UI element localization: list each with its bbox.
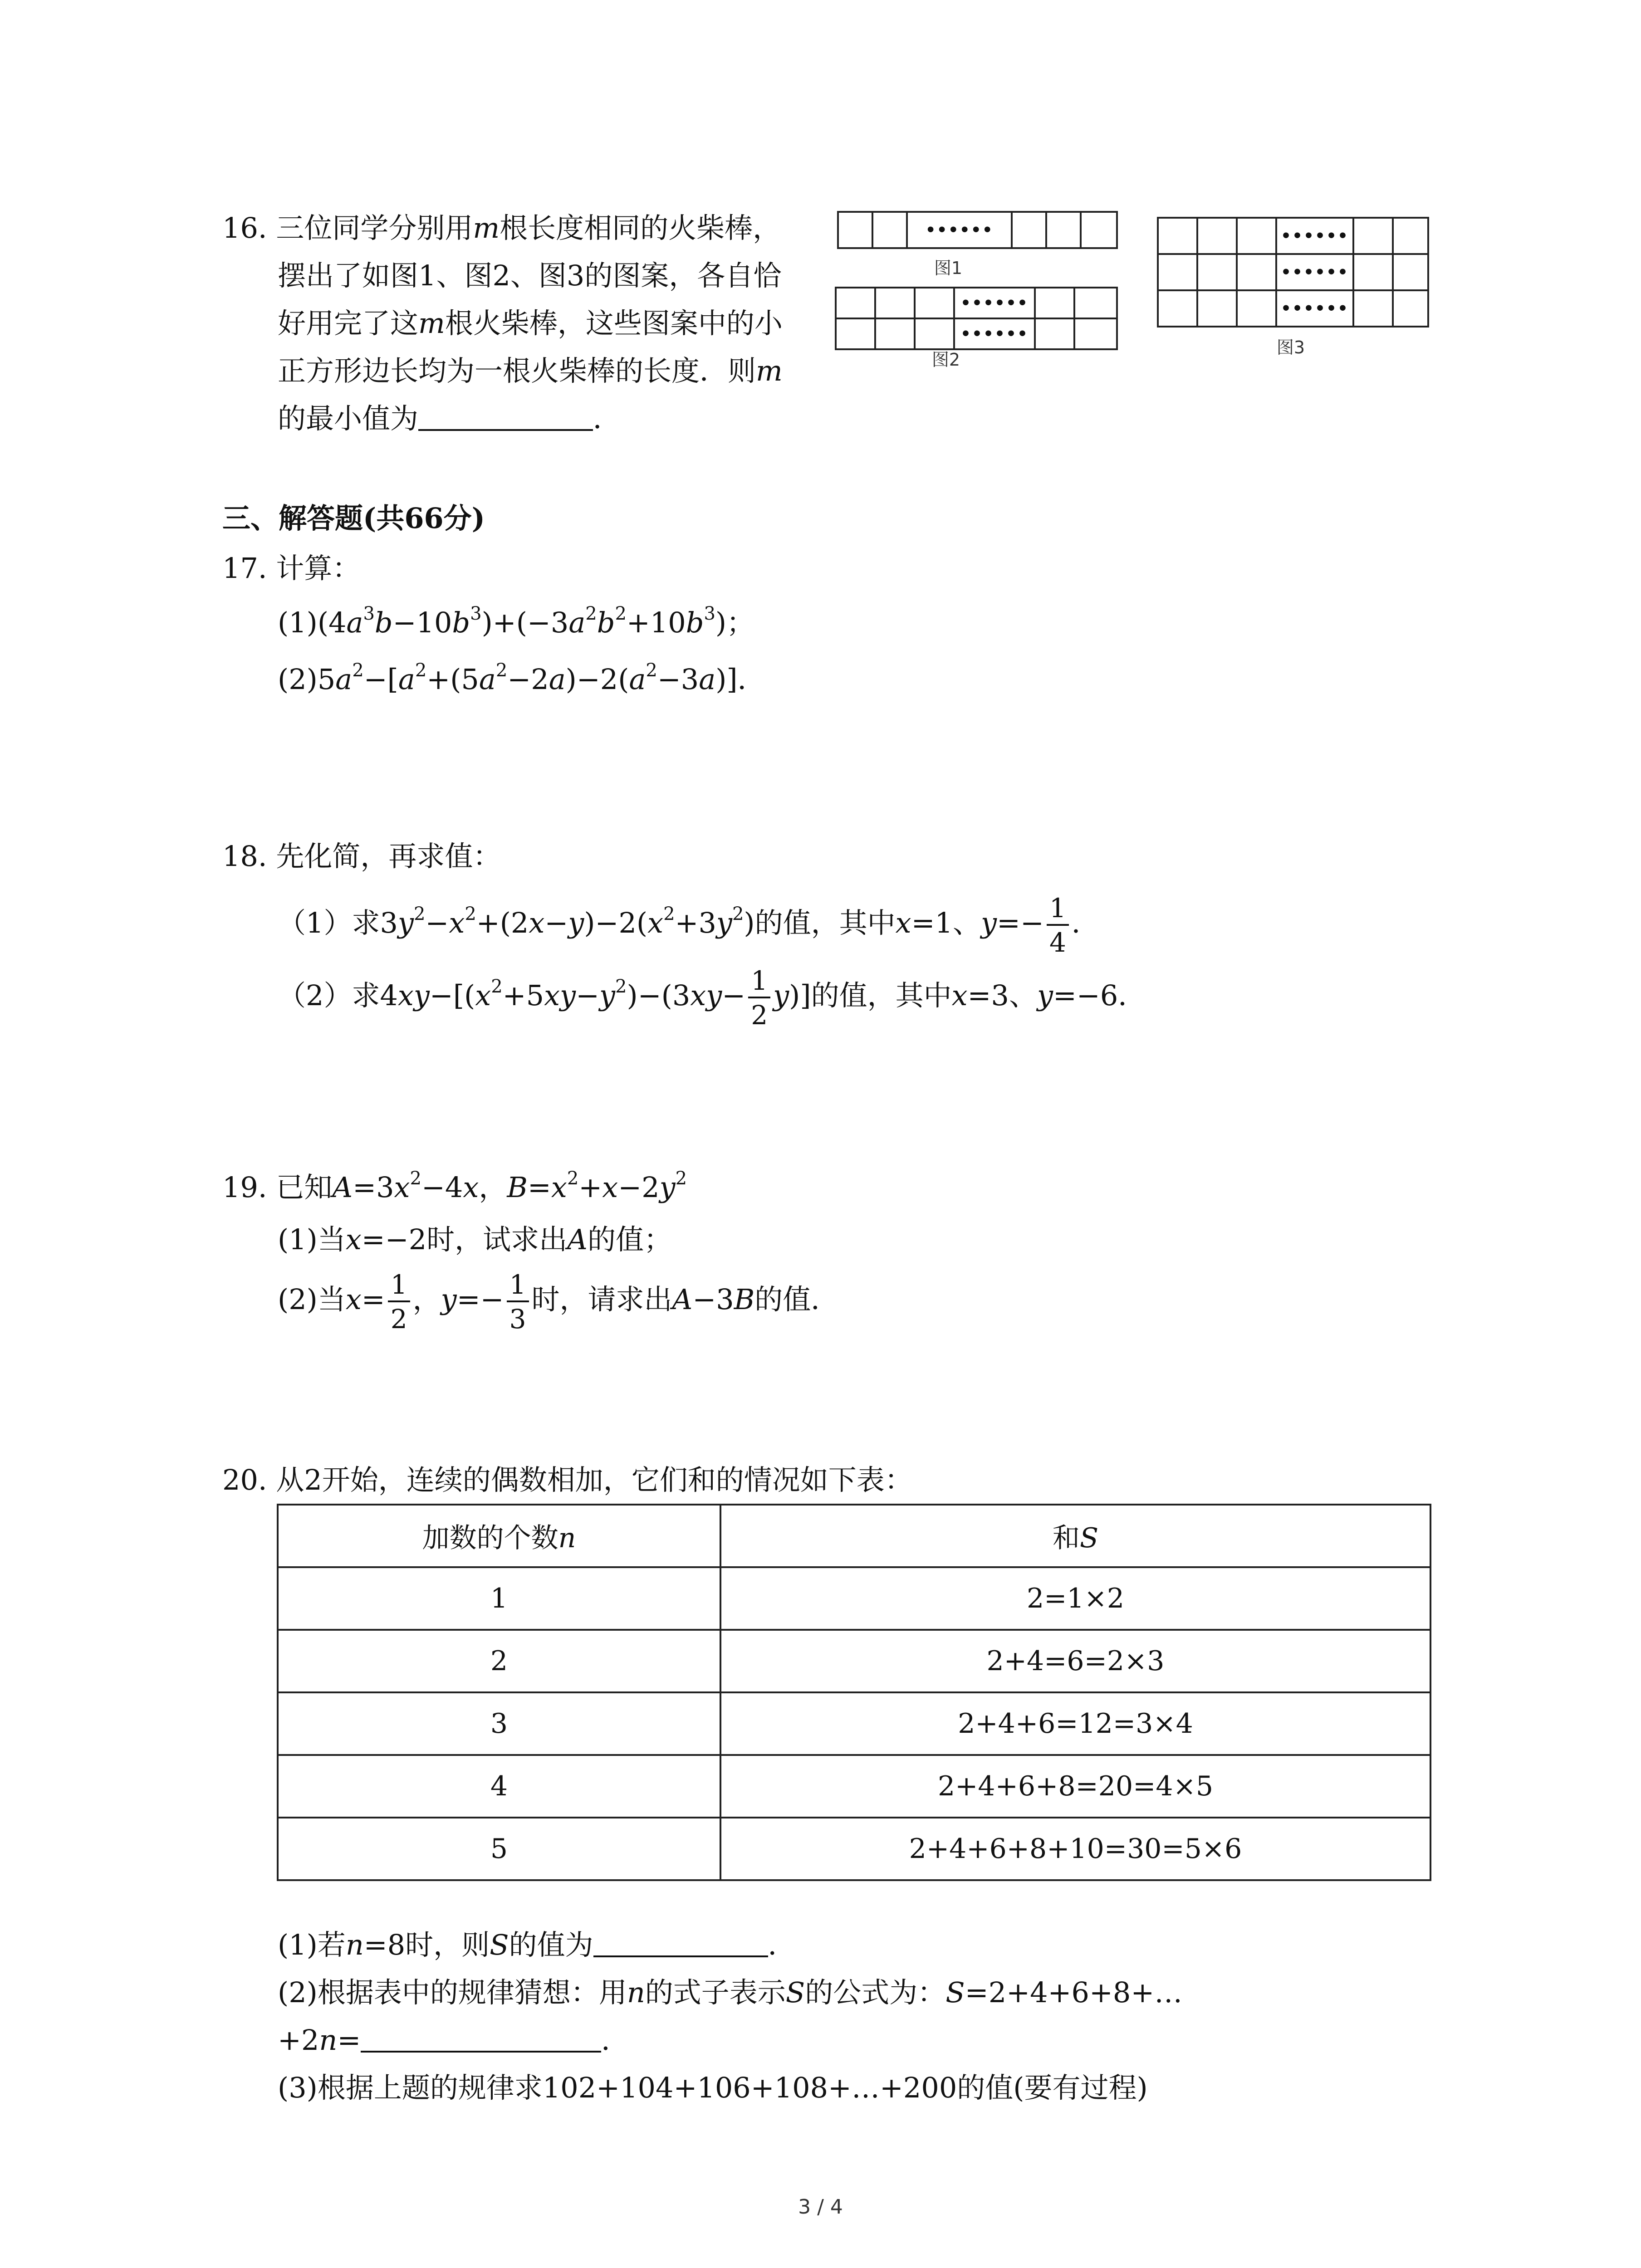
table-row — [278, 1630, 1430, 1692]
cell-sum: 2=1×2 — [720, 1567, 1430, 1630]
figure-1-label: 图1 — [934, 258, 963, 278]
q19-part-2: (2)当x= $\frac{1}{2}$ ，y=− $\frac{1}{3}$ 时，请求出A−3B的值． — [278, 1269, 839, 1334]
q17-title: 17. 计算： — [222, 552, 361, 585]
fraction-one-third: $\frac{1}{3}$ — [507, 1271, 529, 1332]
cell-sum: 2+4=6=2×3 — [720, 1630, 1430, 1692]
cell-count: 1 — [278, 1567, 720, 1630]
table-header-row — [278, 1505, 1430, 1567]
q16-line-2: 摆出了如图1、图2、图3的图案，各自恰 — [278, 259, 782, 292]
page-number: 3 / 4 — [798, 2195, 843, 2219]
figure-2-grid: •••••• •••••• — [835, 287, 1118, 350]
q16-answer-blank[interactable] — [418, 429, 593, 431]
q20-intro: 20. 从2开始，连续的偶数相加，它们和的情况如下表： — [222, 1463, 913, 1496]
q16-number: 16. — [222, 211, 267, 244]
figure-3-label: 图3 — [1276, 337, 1305, 357]
table-row — [278, 1692, 1430, 1755]
table-row — [278, 1818, 1430, 1880]
figure-2-label: 图2 — [931, 350, 960, 370]
col-header-sum: 和S — [720, 1505, 1430, 1567]
q18-part-1: （1）求$3y^2-x^2+(2x-y)-2(x^2+3y^2)$的值，其中x=1、y=− $\frac{1}{4}$ ． — [278, 892, 1100, 958]
cell-sum: 2+4+6+8=20=4×5 — [720, 1755, 1430, 1818]
q20-answer-blank-1[interactable] — [593, 1955, 768, 1957]
q18-part-2: （2）求$4xy-[(x^2+5xy-y^2)-(3xy-$ $\frac{1}{2}$ y)]的值，其中x=3、y=−6． — [278, 965, 1146, 1031]
table-body — [278, 1567, 1430, 1880]
cell-count: 3 — [278, 1692, 720, 1755]
fraction-one-half: $\frac{1}{2}$ — [748, 968, 770, 1028]
cell-count: 5 — [278, 1818, 720, 1880]
fraction-one-quarter: $\frac{1}{4}$ — [1047, 895, 1069, 956]
q16-line-3: 好用完了这m根火柴棒，这些图案中的小 — [278, 307, 783, 340]
fraction-one-half-b: $\frac{1}{2}$ — [388, 1271, 410, 1332]
figure-3-grid: •••••• •••••• •••••• — [1157, 217, 1429, 327]
cell-count: 2 — [278, 1630, 720, 1692]
q20-part-3: (3)根据上题的规律求102+104+106+108+…+200的值(要有过程) — [278, 2071, 1148, 2104]
cell-count: 4 — [278, 1755, 720, 1818]
q18-title: 18. 先化简，再求值： — [222, 840, 501, 873]
q20-part-2: (2)根据表中的规律猜想：用n的式子表示S的公式为：S=2+4+6+8+… — [278, 1976, 1183, 2009]
q20-part-2-cont: +2n= ． — [278, 2024, 630, 2057]
cell-sum: 2+4+6=12=3×4 — [720, 1692, 1430, 1755]
q16-line-1: 16. 三位同学分别用m根长度相同的火柴棒， — [222, 211, 781, 244]
q17-part-1: $(1)(4a^3b-10b^3)+(-3a^2b^2+10b^3)$； — [278, 603, 755, 639]
section-3-title: 三、解答题(共66分) — [222, 502, 485, 535]
q19-part-1: (1)当x=−2时，试求出A的值； — [278, 1223, 672, 1256]
q16-line-5: 的最小值为 ． — [278, 402, 622, 435]
q19-intro: 19. 已知$A=3x^2-4x$，$B=x^2+x-2y^2$ — [222, 1168, 687, 1204]
q16-line-4: 正方形边长均为一根火柴棒的长度．则m — [278, 354, 783, 387]
table-row — [278, 1755, 1430, 1818]
cell-sum: 2+4+6+8+10=30=5×6 — [720, 1818, 1430, 1880]
table-row — [278, 1567, 1430, 1630]
col-header-count: 加数的个数n — [278, 1505, 720, 1567]
figure-1-grid: •••••• — [837, 211, 1118, 249]
q17-part-2: $(2)5a^2-[a^2+(5a^2-2a)-2(a^2-3a)]$． — [278, 660, 766, 696]
q20-part-1: (1)若n=8时，则S的值为 ． — [278, 1928, 796, 1961]
q20-answer-blank-2[interactable] — [361, 2051, 601, 2053]
even-sum-table — [277, 1504, 1431, 1881]
